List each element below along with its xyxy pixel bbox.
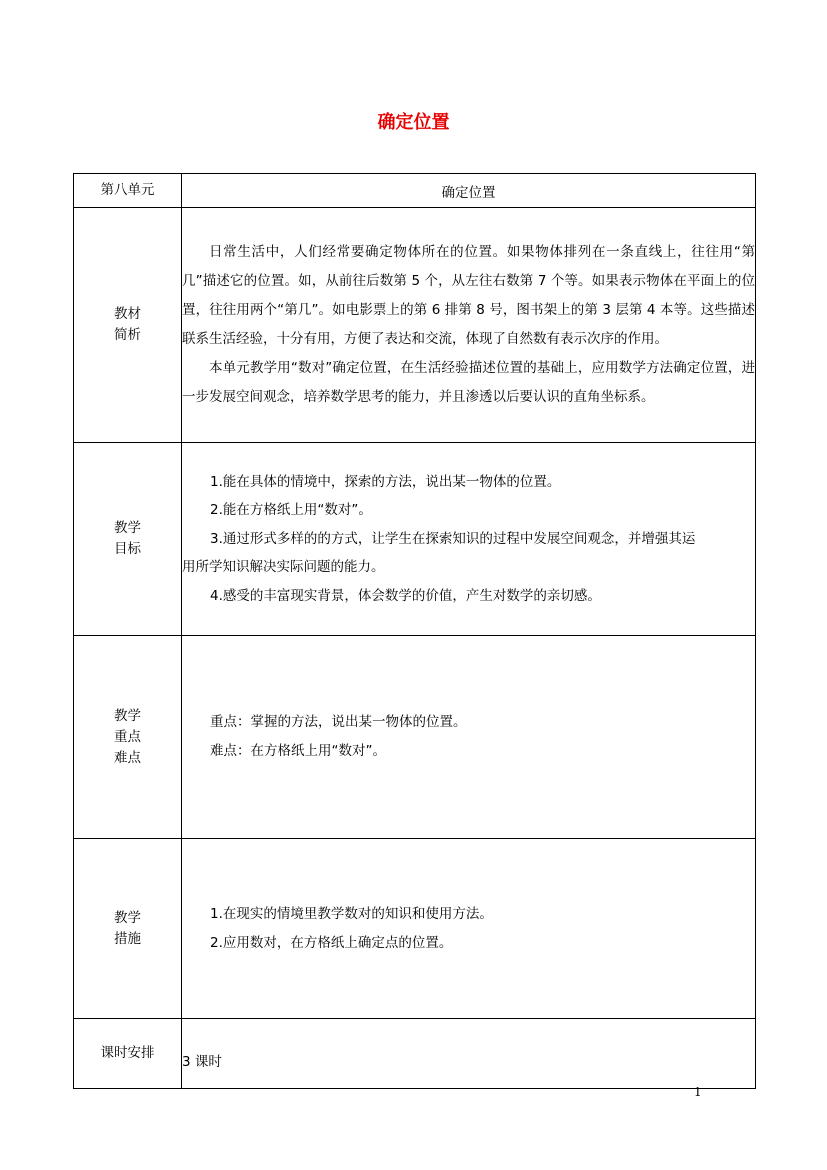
goals-label-line: 目标 — [114, 541, 141, 557]
goal-item: 3.通过形式多样的的方式，让学生在探索知识的过程中发展空间观念，并增强其运 — [210, 530, 696, 547]
measures-label-line: 教学 — [114, 909, 141, 926]
lesson-plan-table — [73, 173, 756, 1089]
document-title: 确定位置 — [377, 112, 450, 133]
schedule-content-cell — [182, 1019, 756, 1089]
unit-title: 确定位置 — [441, 184, 496, 201]
goal-item: 1.能在具体的情境中，探索的方法，说出某一物体的位置。 — [210, 473, 561, 490]
page-number: 1 — [694, 1085, 702, 1099]
analysis-paragraph: 日常生活中，人们经常要确定物体所在的位置。如果物体排列在一条直线上，往往用“第几”描述它的位置。如，从前往后数第 5 个，从左往右数第 7 个等。如果表示物体在平面上的位置，往往用两个“第几”。如电影票上的第 6 排第 8 号，图书架上的第 3 层第 4 本等。这些描述联系生活经验，十分有用，方便了表达和交流，体现了自然数有表示次序的作用。 — [182, 244, 755, 347]
goal-item-continuation: 用所学知识解决实际问题的能力。 — [182, 559, 385, 576]
unit-label: 第八单元 — [100, 182, 155, 198]
key-points-label-line: 教学 — [114, 707, 141, 724]
table-row-schedule — [74, 1019, 756, 1089]
goal-item: 4.感受的丰富现实背景，体会数学的价值，产生对数学的亲切感。 — [210, 587, 601, 604]
difficulty-text: 难点：在方格纸上用“数对”。 — [210, 743, 386, 759]
analysis-label-line: 简析 — [114, 327, 141, 343]
table-row-analysis — [74, 208, 756, 443]
schedule-value: 3 课时 — [182, 1053, 222, 1070]
unit-title-cell — [182, 174, 756, 208]
measure-item: 2.应用数对，在方格纸上确定点的位置。 — [210, 934, 453, 951]
measures-label-cell — [74, 839, 182, 1019]
analysis-paragraph: 本单元教学用“数对”确定位置，在生活经验描述位置的基础上，应用数学方法确定位置，进一步发展空间观念，培养数学思考的能力，并且渗透以后要认识的直角坐标系。 — [182, 360, 755, 405]
measures-content-cell — [182, 839, 756, 1019]
unit-label-cell — [74, 174, 182, 208]
table-row-goals — [74, 443, 756, 636]
key-point-text: 重点：掌握的方法，说出某一物体的位置。 — [210, 714, 467, 730]
schedule-label: 课时安排 — [100, 1045, 155, 1061]
goals-label-line: 教学 — [114, 520, 141, 536]
analysis-label-line: 教材 — [114, 306, 141, 322]
table-row-unit — [74, 174, 756, 208]
goal-item: 2.能在方格纸上用“数对”。 — [210, 502, 372, 519]
key-points-content-cell — [182, 636, 756, 839]
measures-label-line: 措施 — [114, 930, 141, 947]
goals-content-cell — [182, 443, 756, 636]
measure-item: 1.在现实的情境里教学数对的知识和使用方法。 — [210, 905, 493, 922]
goals-label-cell — [74, 443, 182, 636]
analysis-label-cell — [74, 208, 182, 443]
key-points-label-cell — [74, 636, 182, 839]
analysis-content-cell — [182, 208, 756, 443]
key-points-label-line: 难点 — [114, 749, 141, 766]
table-row-key-points — [74, 636, 756, 839]
table-row-measures — [74, 839, 756, 1019]
schedule-label-cell — [74, 1019, 182, 1089]
key-points-label-line: 重点 — [114, 728, 141, 745]
